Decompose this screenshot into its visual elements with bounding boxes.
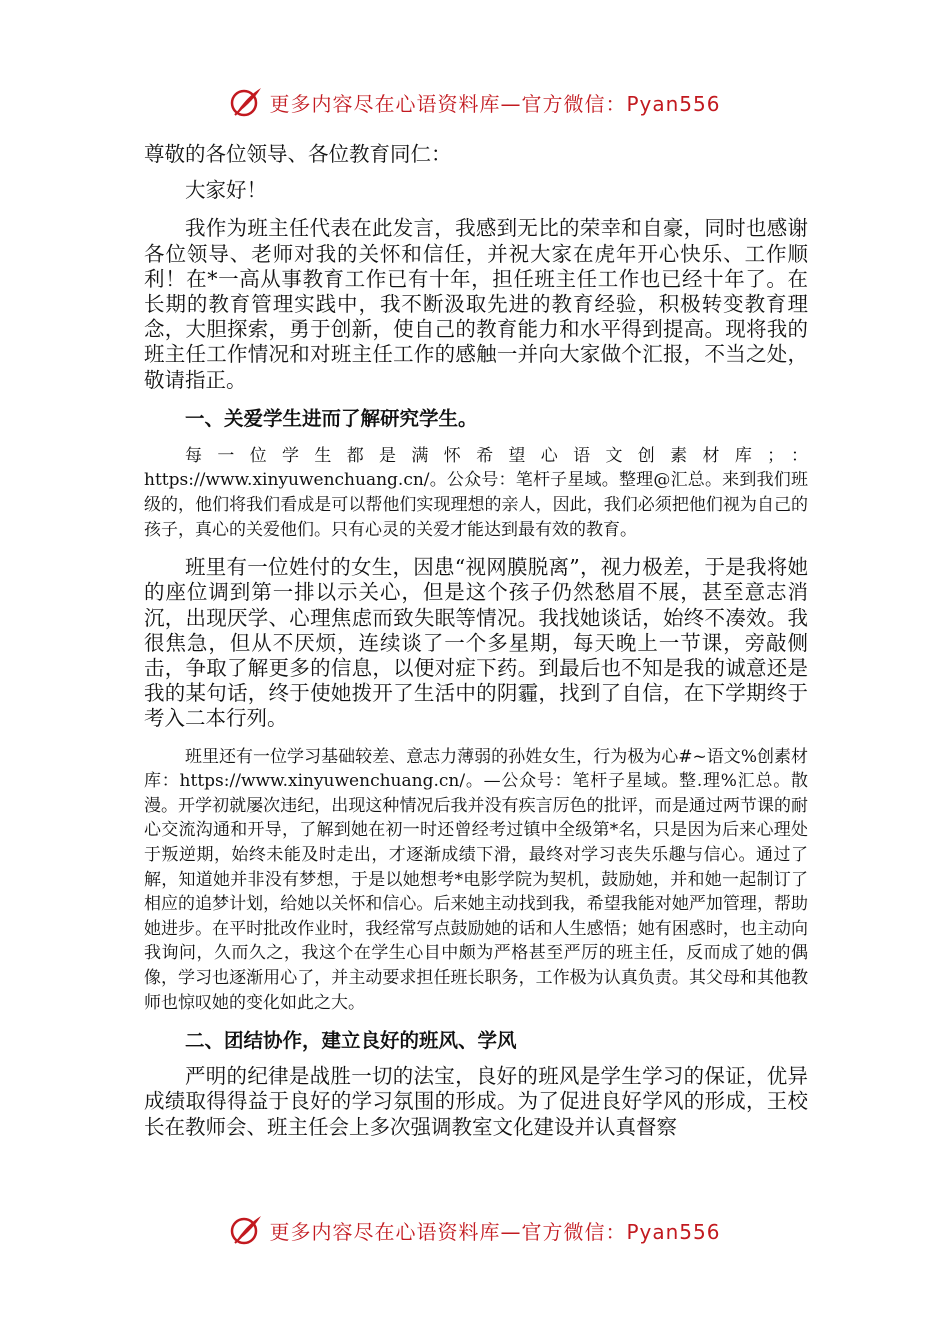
- section1-paragraph-2: 班里有一位姓付的女生，因患“视网膜脱离”，视力极差，于是我将她的座位调到第一排以示关心，但是这个孩子仍然愁眉不展，甚至意志消沉，出现厌学、心理焦虑而致失眠等情况。我找她谈话，始终不凑效。我很焦急，但从不厌烦，连续谈了一个多星期，每天晚上一节课，旁敲侧击，争取了解更多的信息，以便对症下药。到最后也不知是我的诚意还是我的某句话，终于使她拨开了生活中的阴霾，找到了自信，在下学期终于考入二本行列。: [144, 555, 808, 731]
- greeting: 大家好！: [185, 178, 267, 203]
- section2-paragraph-1: 严明的纪律是战胜一切的法宝，良好的班风是学生学习的保证，优异成绩取得得益于良好的学习氛围的形成。为了促进良好学风的形成，王校长在教师会、班主任会上多次强调教室文化建设并认真督察: [144, 1064, 808, 1139]
- section-heading-2: 二、团结协作，建立良好的班风、学风: [185, 1029, 517, 1053]
- header-banner: [0, 80, 950, 124]
- footer-banner: [0, 1208, 950, 1252]
- document-body: [144, 142, 808, 1140]
- intro-paragraph: 我作为班主任代表在此发言，我感到无比的荣幸和自豪，同时也感谢各位领导、老师对我的关怀和信任，并祝大家在虎年开心快乐、工作顺利！在*一高从事教育工作已有十年，担任班主任工作也已经十年了。在长期的教育管理实践中，我不断汲取先进的教育经验，积极转变教育理念，大胆探索，勇于创新，使自己的教育能力和水平得到提高。现将我的班主任工作情况和对班主任工作的感触一并向大家做个汇报，不当之处，敬请指正。: [144, 216, 808, 392]
- section-heading-1: 一、关爱学生进而了解研究学生。: [185, 406, 478, 430]
- banner-text: 更多内容尽在心语资料库—官方微信：Pyan556: [269, 91, 721, 116]
- feather-pen-circle-icon: [229, 1213, 263, 1247]
- section1-paragraph-1: 每一位学生都是满怀希望心语文创素材库；：https://www.xinyuwenchuang.cn/。公众号：笔杆子星域。整理@汇总。来到我们班级的，他们将我们看成是可以帮他们实现理想的亲人，因此，我们必须把他们视为自己的孩子，真心的关爱他们。只有心灵的关爱才能达到最有效的教育。: [144, 445, 808, 540]
- feather-pen-circle-icon: [229, 85, 263, 119]
- section1-paragraph-3: 班里还有一位学习基础较差、意志力薄弱的孙姓女生，行为极为心#~语文%创素材库：https://www.xinyuwenchuang.cn/。—公众号：笔杆子星域。整.理%汇总。散漫。开学初就屡次违纪，出现这种情况后我并没有疾言厉色的批评，而是通过两节课的耐心交流沟通和开导，了解到她在初一时还曾经考过镇中全级第*名，只是因为后来心理处于叛逆期，始终未能及时走出，才逐渐成绩下滑，最终对学习丧失乐趣与信心。通过了解，知道她并非没有梦想，于是以她想考*电影学院为契机，鼓励她，并和她一起制订了相应的追梦计划，给她以关怀和信心。后来她主动找到我，希望我能对她严加管理，帮助她进步。在平时批改作业时，我经常写点鼓励她的话和人生感悟；她有困惑时，也主动向我询问，久而久之，我这个在学生心目中颇为严格甚至严厉的班主任，反而成了她的偶像，学习也逐渐用心了，并主动要求担任班长职务，工作极为认真负责。其父母和其他教师也惊叹她的变化如此之大。: [144, 746, 808, 1013]
- banner-text: 更多内容尽在心语资料库—官方微信：Pyan556: [269, 1219, 721, 1244]
- salutation: 尊敬的各位领导、各位教育同仁：: [144, 142, 452, 166]
